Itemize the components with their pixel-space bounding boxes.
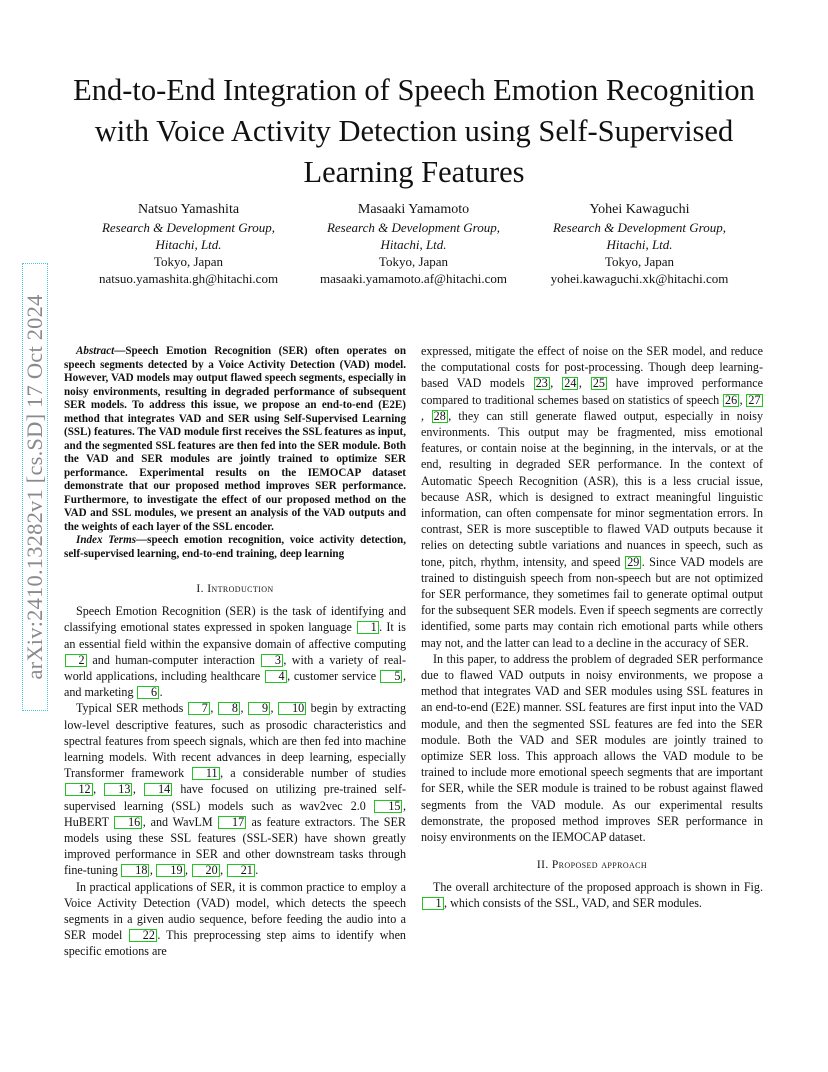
citation-link[interactable]: 7: [188, 702, 210, 715]
author-location: Tokyo, Japan: [378, 254, 449, 269]
section-number: I.: [196, 583, 204, 595]
author-affiliation: Research & Development Group,: [552, 220, 727, 235]
section-title: Proposed approach: [551, 859, 648, 872]
citation-link[interactable]: 8: [218, 702, 240, 715]
author-affiliation: Research & Development Group,: [101, 220, 276, 235]
citation-link[interactable]: 9: [248, 702, 270, 715]
citation-link[interactable]: 23: [535, 376, 548, 391]
citation-link[interactable]: 29: [627, 554, 640, 569]
citation-link[interactable]: 10: [278, 702, 306, 715]
paragraph-text: In this paper, to address the problem of degraded SER performance due to flawed VAD outputs in noisy environments, we propose a method that integrates VAD and SER modules using SSL features in an end-to-end (E2E) manner. SSL features are first input into the VAD module, and then the segmented SSL features are fed into the SER module. Both the VAD and SER modules are jointly trained to optimize SER loss. This approach allows the VAD module to be trained to include more emotional speech segments that are important for SER, while the SER module is trained to be robust against flawed segments from the VAD module. As our experimental results demonstrate, the proposed method improves SER performance in noisy environments on the IEMOCAP dataset.: [421, 651, 763, 845]
citation-link[interactable]: 4: [265, 670, 287, 683]
paper-title: End-to-End Integration of Speech Emotion Recognition with Voice Activity Detection using Self-Supervised Learning Features: [73, 73, 755, 189]
paragraph-text: , they can still generate flawed output, especially in noisy environments. This output may be fragmented, miss emotional features, or contain noise at the beginning, in the intervals, or at the end, resulting in degraded SER performance. In the context of Automatic Speech Recognition (ASR), this is a less crucial issue, because ASR, which is designed to extract meaningful linguistic information, can often compensate for minor segmentation errors. In contrast, SER is more susceptible to flawed VAD outputs because it relies on detecting subtle variations and nuances in speech, such as tone, pitch, rhythm, intensity, and speed: [421, 408, 764, 569]
paragraph-text: have improved performance compared to traditional schemes based on statistics of speech: [421, 376, 764, 407]
author-location: Tokyo, Japan: [153, 254, 224, 269]
arxiv-sidebar: [20, 263, 50, 711]
index-terms: [64, 534, 406, 561]
citation-link[interactable]: 6: [137, 686, 159, 699]
citation-link[interactable]: 15: [374, 800, 402, 813]
paragraph-text: ,: [421, 408, 432, 423]
citation-link[interactable]: 1: [422, 897, 444, 910]
author-email: yohei.kawaguchi.xk@hitachi.com: [550, 271, 729, 286]
paragraph: [64, 603, 406, 700]
author-affiliation: Research & Development Group,: [326, 220, 501, 235]
author-affiliation-org: Hitachi, Ltd.: [155, 237, 222, 252]
citation-link[interactable]: 12: [65, 783, 93, 796]
abstract-text: —Speech Emotion Recognition (SER) often operates on speech segments detected by a Voice Activity Detection (VAD) model. However, VAD models may output flawed speech segments, especially in noisy environments, resulting in degraded performance of subsequent SER models. To address this issue, we propose an end-to-end (E2E) method that integrates VAD and SER using Self-Supervised Learning (SSL) features. The VAD module first receives the SSL features as input, and the segmented SSL features are then fed into the SER module. Both the VAD and SER modules are jointly trained to optimize SER performance. Experimental results on the IEMOCAP dataset demonstrate that our proposed method improves SER performance. Furthermore, to investigate the effect of our proposed method on the VAD and SSL modules, we present an analysis of the VAD outputs and the weights of each layer of the SSL encoder.: [64, 345, 406, 533]
paragraph: [64, 700, 406, 878]
paragraph-text: ,: [550, 376, 562, 391]
paragraph-text: ,: [185, 863, 192, 878]
paragraph-text: . It is an essential field within the expansive domain of affective computing: [64, 620, 406, 651]
paragraph-text: have focused on utilizing pre-trained self-supervised learning (SSL) models such as wav2vec 2.0: [64, 782, 406, 813]
author-name: Natsuo Yamashita: [137, 202, 240, 217]
paragraph-text: ,: [220, 863, 227, 878]
paragraph-text: ,: [210, 701, 218, 716]
citation-link[interactable]: 19: [156, 864, 184, 877]
right-column: [421, 343, 763, 911]
paragraph-text: In practical applications of SER, it is common practice to employ a Voice Activity Detection (VAD) model, which detects the speech segments in a given audio sequence, before feeding the audio into a SER model: [64, 879, 406, 943]
paragraph-text: as feature extractors. The SER models using these SSL features (SSL-SER) have shown greatly improved performance in SER and other downstream tasks through fine-tuning: [64, 814, 406, 878]
author-email: natsuo.yamashita.gh@hitachi.com: [98, 271, 279, 286]
paragraph-text: ,: [132, 782, 144, 797]
section-number: II.: [536, 859, 549, 872]
citation-link[interactable]: 17: [218, 816, 246, 829]
paragraph-text: , and marketing: [64, 669, 406, 700]
citation-link[interactable]: 3: [261, 654, 283, 667]
left-column: [64, 345, 406, 960]
section-heading-proposed-approach: [421, 857, 763, 873]
author-2: [301, 201, 526, 287]
abstract-label: Abstract: [76, 345, 115, 357]
author-3: [527, 201, 752, 287]
index-terms-label: Index Terms: [76, 534, 137, 546]
paragraph-text: , HuBERT: [64, 798, 406, 829]
paragraph-text: The overall architecture of the proposed approach is shown in Fig.: [433, 879, 763, 894]
author-affiliation-org: Hitachi, Ltd.: [606, 237, 673, 252]
paragraph-text: ,: [578, 376, 591, 391]
citation-link[interactable]: 14: [144, 783, 172, 796]
citation-link[interactable]: 28: [433, 408, 446, 423]
citation-link[interactable]: 25: [592, 376, 605, 391]
paragraph: [421, 343, 763, 651]
paragraph-text: .: [255, 863, 259, 878]
paragraph-text: begin by extracting low-level descriptive features, such as prosodic characteristics and spectral features from speech signals, which are then fed into machine learning models. With recent advances in deep learning, especially Transformer framework: [64, 701, 407, 781]
arxiv-identifier: arXiv:2410.13282v1 [cs.SD] 17 Oct 2024: [22, 294, 47, 680]
paragraph: [421, 879, 763, 911]
citation-link[interactable]: 27: [748, 392, 761, 407]
paragraph-text: , which consists of the SSL, VAD, and SER modules.: [444, 895, 702, 910]
citation-link[interactable]: 21: [227, 864, 255, 877]
paragraph-text: and human-computer interaction: [87, 652, 261, 667]
paragraph-text: Typical SER methods: [76, 701, 188, 716]
citation-link[interactable]: 13: [104, 783, 132, 796]
author-name: Masaaki Yamamoto: [357, 202, 470, 217]
citation-link[interactable]: 24: [564, 376, 577, 391]
citation-link[interactable]: 1: [357, 621, 379, 634]
citation-link[interactable]: 18: [121, 864, 149, 877]
section-heading-introduction: [64, 581, 406, 597]
paragraph-text: Speech Emotion Recognition (SER) is the task of identifying and classifying emotional states expressed in spoken language: [64, 604, 406, 635]
paragraph-text: ,: [149, 863, 156, 878]
author-1: [76, 201, 301, 287]
index-terms-text: —speech emotion recognition, voice activity detection, self-supervised learning, end-to-end training, deep learning: [64, 534, 406, 560]
paragraph-text: , and WavLM: [142, 814, 218, 829]
paragraph-text: . This preprocessing step aims to identify when specific emotions are: [64, 928, 406, 959]
paragraph: [64, 879, 406, 960]
citation-link[interactable]: 5: [380, 670, 402, 683]
paragraph-text: expressed, mitigate the effect of noise on the SER model, and reduce the computational costs for post-processing. Though deep learning-based VAD models: [421, 344, 763, 391]
author-email: masaaki.yamamoto.af@hitachi.com: [319, 271, 508, 286]
citation-link[interactable]: 26: [725, 392, 738, 407]
author-name: Yohei Kawaguchi: [589, 202, 690, 217]
paragraph-text: .: [159, 685, 163, 700]
paragraph: [421, 651, 763, 845]
paragraph-text: . Since VAD models are trained to distinguish speech from non-speech but are not optimized for SER performance, they sometimes fail to generate optimal output for the subsequent SER models. Even if speech segments are correctly identified, some parts may contain rich emotional parts while others may not, and the latter can lead to a decline in the accuracy of SER.: [421, 554, 764, 650]
paragraph-text: , with a variety of real-world applications, including healthcare: [64, 652, 406, 684]
abstract: [64, 345, 406, 534]
citation-link[interactable]: 2: [65, 654, 87, 667]
paragraph-text: ,: [93, 782, 104, 797]
paragraph-text: ,: [739, 392, 746, 407]
author-location: Tokyo, Japan: [604, 254, 675, 269]
citation-link[interactable]: 16: [114, 816, 142, 829]
paragraph-text: , customer service: [287, 669, 380, 684]
paragraph-text: , a considerable number of studies: [220, 766, 406, 781]
paragraph-text: ,: [240, 701, 248, 716]
author-affiliation-org: Hitachi, Ltd.: [380, 237, 447, 252]
citation-link[interactable]: 20: [192, 864, 220, 877]
citation-link[interactable]: 11: [192, 767, 220, 780]
citation-link[interactable]: 22: [129, 929, 157, 942]
paragraph-text: ,: [270, 701, 278, 716]
section-title: Introduction: [207, 583, 274, 595]
